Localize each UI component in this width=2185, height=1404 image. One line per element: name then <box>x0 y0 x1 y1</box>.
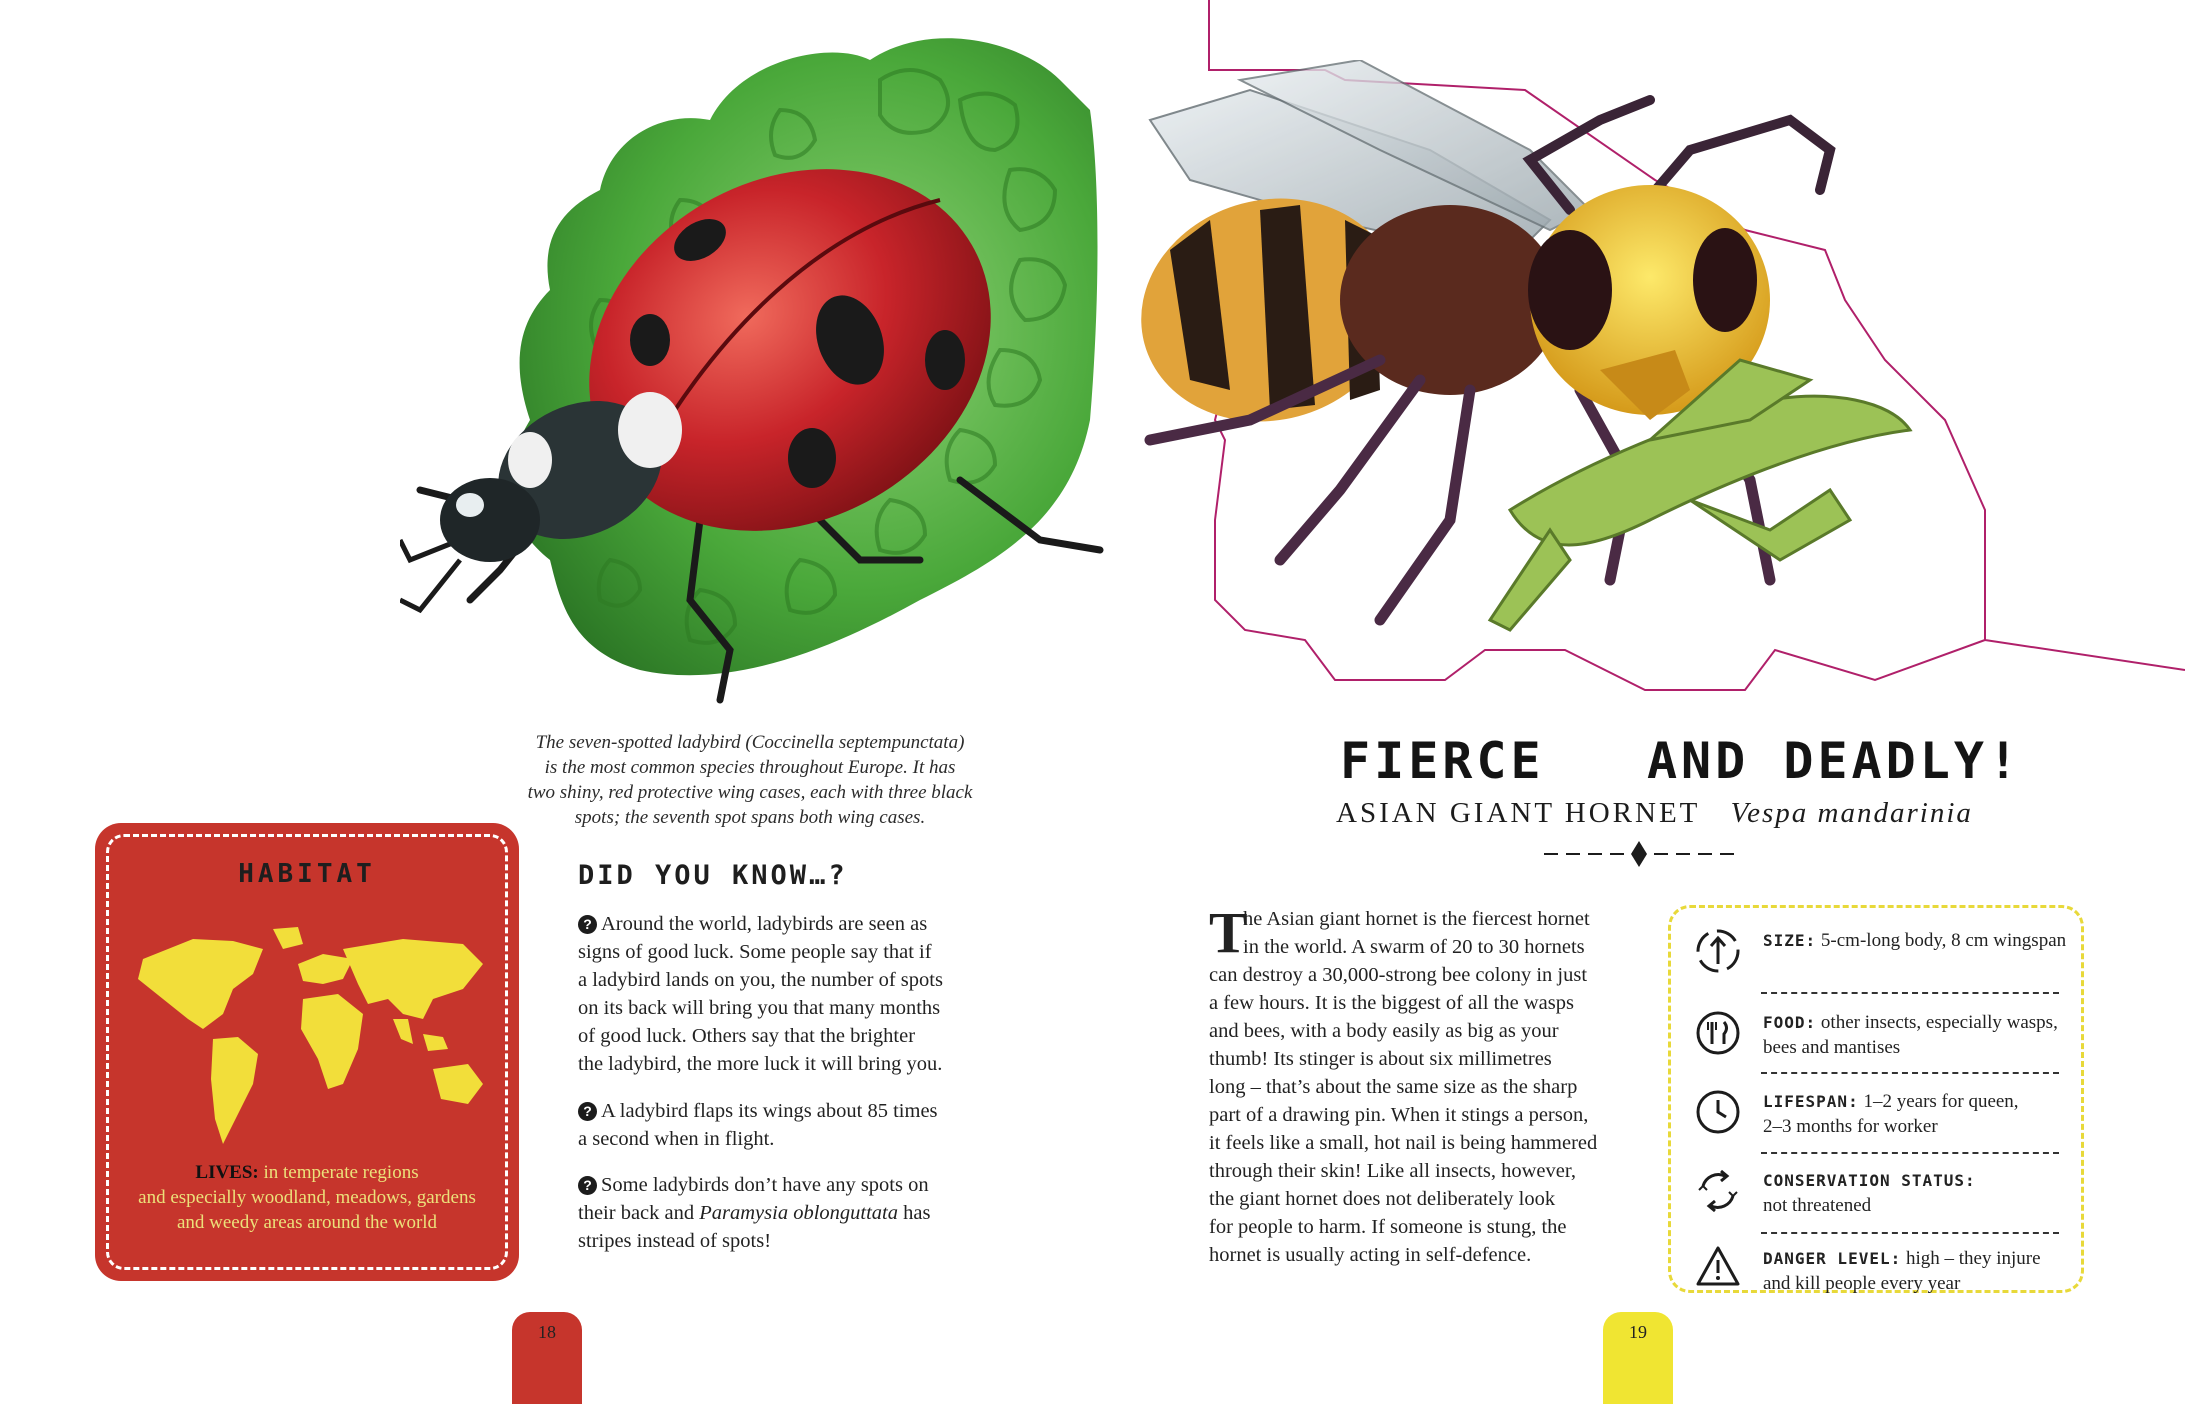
fact-line: 2–3 months for worker <box>1763 1116 1938 1137</box>
headline-left: FIERCE <box>1340 732 1545 790</box>
fact-line <box>1763 1246 2041 1271</box>
fact-label: SIZE: <box>1763 931 1817 950</box>
did-you-know-title: DID YOU KNOW…? <box>578 860 848 891</box>
fact-label: DANGER LEVEL: <box>1763 1249 1902 1268</box>
body-line: hornet is usually acting in self-defence. <box>1209 1244 1532 1266</box>
fact-separator <box>1761 992 2059 994</box>
habitat-card <box>95 823 519 1281</box>
habitat-title: HABITAT <box>238 859 376 889</box>
question-icon: ? <box>578 915 597 934</box>
page-number: 18 <box>538 1322 556 1342</box>
hornet-illustration <box>1130 60 1960 760</box>
fact-line <box>1763 928 2066 953</box>
fact-line <box>578 1199 978 1227</box>
size-icon <box>1695 928 1741 974</box>
fact-text <box>1763 1089 2019 1139</box>
caption-line: two shiny, red protective wing cases, each with three black <box>527 782 973 803</box>
body-line: in the world. A swarm of 20 to 30 hornets <box>1243 936 1585 958</box>
fact-separator <box>1761 1072 2059 1074</box>
clock-icon <box>1695 1089 1741 1135</box>
warning-icon <box>1695 1244 1741 1290</box>
drop-cap: T <box>1209 900 1248 965</box>
fact-text: Around the world, ladybirds are seen as <box>601 913 928 935</box>
fact-line: on its back will bring you that many months <box>578 997 941 1019</box>
body-line: the giant hornet does not deliberately look <box>1209 1188 1556 1210</box>
habitat-lives-line <box>115 1160 499 1185</box>
fact-line <box>1763 1168 1976 1193</box>
fact-value: 5-cm-long body, 8 cm wingspan <box>1820 930 2067 951</box>
habitat-lives-line: and weedy areas around the world <box>176 1212 438 1233</box>
fact-line: stripes instead of spots! <box>578 1230 772 1252</box>
food-icon <box>1695 1010 1741 1056</box>
habitat-lives-line: and especially woodland, meadows, gardens <box>138 1187 476 1208</box>
recycle-icon <box>1695 1168 1741 1214</box>
fact-line: the ladybird, the more luck it will bring you. <box>578 1053 943 1075</box>
body-line: for people to harm. If someone is stung, the <box>1209 1216 1567 1238</box>
fact-line <box>578 910 978 938</box>
fact-2 <box>578 1097 978 1153</box>
fact-text: Some ladybirds don’t have any spots on <box>601 1174 929 1196</box>
fact-line <box>578 1171 978 1199</box>
hornet-body-text <box>1209 900 1619 1269</box>
fact-1 <box>578 910 978 1078</box>
fact-value: high – they injure <box>1905 1248 2041 1269</box>
fact-separator <box>1761 1232 2059 1234</box>
fact-3 <box>578 1171 978 1255</box>
body-line: through their skin! Like all insects, however, <box>1209 1160 1576 1182</box>
fact-line: a ladybird lands on you, the number of spots <box>578 969 943 991</box>
fact-line <box>1763 1089 2019 1114</box>
page-tab-19 <box>1603 1312 1673 1404</box>
headline-right: AND DEADLY! <box>1646 732 2023 790</box>
habitat-lives <box>115 1160 499 1235</box>
fact-line: signs of good luck. Some people say that if <box>578 941 932 963</box>
fact-line: and kill people every year <box>1763 1273 1961 1294</box>
fact-text: their back and <box>578 1202 700 1224</box>
habitat-lives-text: in temperate regions <box>263 1162 419 1183</box>
body-line: part of a drawing pin. When it stings a person, <box>1209 1104 1589 1126</box>
fact-label: CONSERVATION STATUS: <box>1763 1171 1976 1190</box>
body-line: he Asian giant hornet is the fiercest hornet <box>1243 908 1590 930</box>
fact-line <box>578 1097 978 1125</box>
caption-line: The seven-spotted ladybird (Coccinella septempunctata) <box>535 732 965 753</box>
fact-value: 1–2 years for queen, <box>1863 1091 2019 1112</box>
fact-line: a second when in flight. <box>578 1128 775 1150</box>
fact-text: A ladybird flaps its wings about 85 times <box>601 1100 938 1122</box>
fact-file-box <box>1668 905 2084 1293</box>
fact-line: not threatened <box>1763 1195 1872 1216</box>
caption-line: spots; the seventh spot spans both wing cases. <box>574 807 926 828</box>
caption-line: is the most common species throughout Europe. It has <box>544 757 956 778</box>
fact-text: has <box>897 1202 931 1224</box>
body-line: thumb! Its stinger is about six millimetres <box>1209 1048 1552 1070</box>
body-line: long – that’s about the same size as the sharp <box>1209 1076 1578 1098</box>
body-line: a few hours. It is the biggest of all the wasps <box>1209 992 1574 1014</box>
fact-text <box>1763 1246 2041 1296</box>
question-icon: ? <box>578 1176 597 1195</box>
fact-line <box>1763 1010 2058 1035</box>
scientific-name: Vespa mandarinia <box>1730 797 1973 829</box>
habitat-lives-label: LIVES: <box>195 1162 259 1183</box>
question-icon: ? <box>578 1102 597 1121</box>
body-line: can destroy a 30,000-strong bee colony in just <box>1209 964 1588 986</box>
body-line: it feels like a small, hot nail is being hammered <box>1209 1132 1598 1154</box>
ladybird-illustration <box>400 0 1120 730</box>
fact-value: other insects, especially wasps, <box>1820 1012 2058 1033</box>
fact-line: of good luck. Others say that the brighter <box>578 1025 916 1047</box>
fact-separator <box>1761 1152 2059 1154</box>
ladybird-caption <box>520 730 980 830</box>
page-headline <box>1340 732 2022 790</box>
common-name: ASIAN GIANT HORNET <box>1336 797 1700 829</box>
fact-label: LIFESPAN: <box>1763 1092 1859 1111</box>
species-subtitle <box>1336 797 1973 830</box>
fact-text <box>1763 928 2066 953</box>
ornament-divider-icon <box>1544 839 1734 869</box>
page-number: 19 <box>1629 1322 1647 1342</box>
fact-label: FOOD: <box>1763 1013 1817 1032</box>
page-tab-18 <box>512 1312 582 1404</box>
fact-text <box>1763 1010 2058 1060</box>
fact-text <box>1763 1168 1976 1218</box>
fact-line: bees and mantises <box>1763 1037 1901 1058</box>
body-line: and bees, with a body easily as big as your <box>1209 1020 1559 1042</box>
species-name: Paramysia oblonguttata <box>699 1202 898 1224</box>
world-map-icon <box>123 919 493 1154</box>
